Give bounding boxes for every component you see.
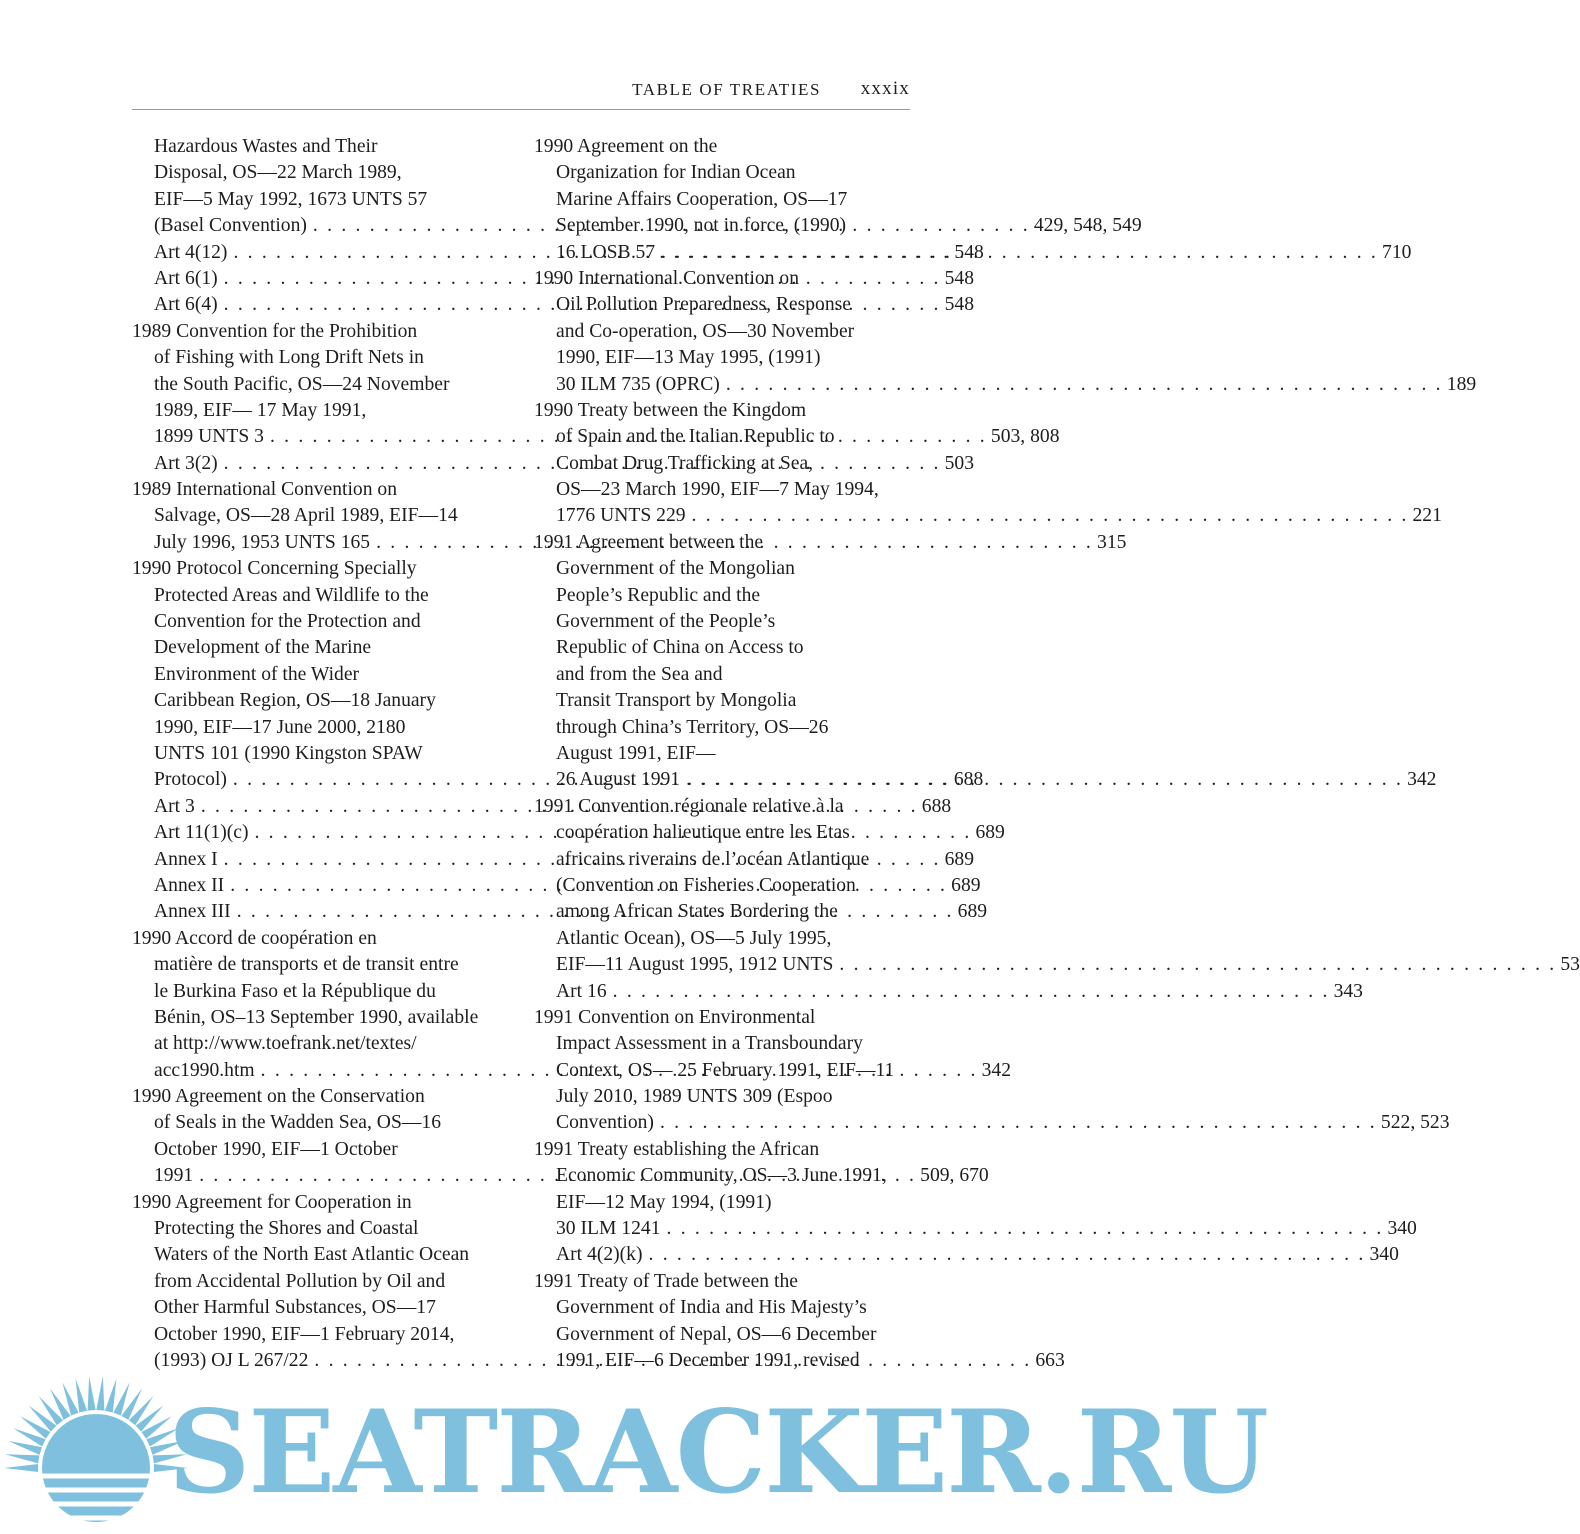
entry-line: [534, 688, 910, 714]
page-reference: 53: [1560, 954, 1580, 976]
entry-line: [132, 503, 508, 529]
entry-line: [534, 187, 910, 213]
entry-text: Development of the Marine: [154, 637, 372, 659]
entry-text: Marine Affairs Cooperation, OS—17: [556, 188, 848, 210]
entry-text: August 1991, EIF—: [556, 742, 716, 764]
entry-text: of Fishing with Long Drift Nets in: [154, 347, 424, 369]
entry-line: [534, 345, 910, 371]
page-reference: 503, 808: [990, 426, 1060, 448]
entry-line: [534, 424, 910, 450]
sun-ray: [76, 1378, 88, 1412]
dot-leader: [607, 979, 1330, 1005]
page-reference: 315: [1097, 531, 1127, 553]
entry-text: (Basel Convention): [154, 215, 307, 237]
entry-line: [534, 979, 1363, 1005]
dot-leader: [686, 503, 1409, 529]
entry-text: 1990 Accord de coopération en: [132, 927, 377, 949]
entry-text: Protocol): [154, 769, 227, 791]
page-reference: 340: [1369, 1244, 1399, 1266]
entry-line: [534, 873, 910, 899]
entry-text: 1899 UNTS 3: [154, 426, 264, 448]
entry-text: and from the Sea and: [556, 663, 723, 685]
entry-text: from Accidental Pollution by Oil and: [154, 1270, 446, 1292]
entry-line: [534, 1295, 910, 1321]
entry-line: [534, 556, 910, 582]
entry-text: 30 ILM 735 (OPRC): [556, 373, 720, 395]
sun-ray: [105, 1378, 117, 1412]
entry-line: [534, 635, 910, 661]
entry-text: Annex II: [154, 874, 225, 896]
entry-line: [534, 847, 910, 873]
entry-text: 1990 Agreement for Cooperation in: [132, 1191, 412, 1213]
entry-text: and Co-operation, OS—30 November: [556, 320, 855, 342]
entry-line: [132, 688, 508, 714]
entry-line: [534, 583, 910, 609]
entry-text: 26 August 1991: [556, 769, 681, 791]
page-reference: 548: [944, 267, 975, 289]
entry-text: Art 4(12): [154, 241, 228, 263]
entry-line: [132, 1322, 508, 1348]
page-reference: 429, 548, 549: [1033, 215, 1142, 237]
dot-leader: [720, 372, 1443, 398]
entry-line: [534, 451, 910, 477]
entry-line: [534, 715, 910, 741]
entry-text: 1990 Protocol Concerning Specially: [132, 558, 417, 580]
entry-line: [132, 345, 508, 371]
entry-text: 1990 Agreement on the Conservation: [132, 1086, 425, 1108]
entry-text: Disposal, OS—22 March 1989,: [154, 162, 402, 184]
entry-line: [534, 503, 1442, 529]
entry-text: 1989, EIF— 17 May 1991,: [154, 399, 367, 421]
entry-line: [132, 609, 508, 635]
entry-line: [534, 292, 910, 318]
sun-ray: [4, 1464, 38, 1472]
entry-text: of Seals in the Wadden Sea, OS—16: [154, 1112, 442, 1134]
entry-line: [132, 372, 508, 398]
page-reference: 340: [1387, 1218, 1417, 1240]
sun-ray: [29, 1405, 57, 1431]
page-reference: 689: [951, 874, 981, 896]
entry-text: Protected Areas and Wildlife to the: [154, 584, 429, 606]
entry-line: [534, 1216, 1417, 1242]
dot-leader: [643, 1242, 1366, 1268]
entry-text: Environment of the Wider: [154, 663, 360, 685]
entry-line: [132, 635, 508, 661]
entry-line: [534, 926, 910, 952]
entry-text: among African States Bordering the: [556, 901, 838, 923]
entry-text: Transit Transport by Mongolia: [556, 690, 797, 712]
entry-line: [132, 1137, 508, 1163]
page-reference: 689: [944, 848, 975, 870]
entry-text: Economic Community, OS—3 June 1991,: [556, 1165, 887, 1187]
page-reference: 221: [1412, 505, 1442, 527]
dot-leader: [833, 952, 1556, 978]
entry-text: Atlantic Ocean), OS—5 July 1995,: [556, 927, 832, 949]
entry-text: Combat Drug Trafficking at Sea,: [556, 452, 814, 474]
entry-line: [534, 1322, 910, 1348]
entry-line: [132, 1269, 508, 1295]
entry-text: Art 16: [556, 980, 607, 1002]
entry-text: EIF—5 May 1992, 1673 UNTS 57: [154, 188, 428, 210]
entry-text: Hazardous Wastes and Their: [154, 136, 378, 157]
entry-text: OS—23 March 1990, EIF—7 May 1994,: [556, 479, 879, 501]
entry-line: [534, 477, 910, 503]
entry-text: 1990 Treaty between the Kingdom: [534, 399, 807, 421]
entry-line: [534, 1242, 1399, 1268]
entry-text: 1776 UNTS 229: [556, 505, 686, 527]
entry-heading-line: [132, 319, 508, 345]
entry-text: October 1990, EIF—1 February 2014,: [154, 1323, 455, 1345]
page-reference: 688: [953, 769, 984, 791]
entry-line: [534, 1110, 1450, 1136]
entry-heading-line: [132, 1190, 508, 1216]
entry-text: 1991 Convention régionale relative à la: [534, 795, 844, 817]
entry-heading-line: [534, 398, 910, 424]
entry-line: [132, 741, 508, 767]
entry-text: Art 11(1)(c): [154, 822, 249, 844]
entry-text: Annex I: [154, 848, 218, 870]
dot-leader: [680, 767, 1403, 793]
entry-text: at http://www.toefrank.net/textes/: [154, 1033, 417, 1055]
entry-line: [534, 1190, 910, 1216]
entry-text: EIF—12 May 1994, (1991): [556, 1191, 772, 1213]
entry-text: africains riverains de l’océan Atlantique: [556, 848, 870, 870]
entry-line: [132, 1216, 508, 1242]
entry-heading-line: [132, 926, 508, 952]
entry-text: People’s Republic and the: [556, 584, 761, 606]
page-reference: 503: [944, 452, 975, 474]
entry-text: 30 ILM 1241: [556, 1218, 661, 1240]
entry-heading-line: [534, 794, 910, 820]
entry-text: 1991: [154, 1165, 194, 1187]
page-reference: 189: [1446, 373, 1477, 395]
entry-text: Waters of the North East Atlantic Ocean: [154, 1244, 470, 1266]
entry-line: [534, 372, 1477, 398]
entry-text: 1990 International Convention on: [534, 267, 800, 289]
entry-text: Salvage, OS—28 April 1989, EIF—14: [154, 505, 458, 527]
page-reference: 342: [981, 1059, 1012, 1081]
entry-line: [534, 899, 910, 925]
entry-text: UNTS 101 (1990 Kingston SPAW: [154, 742, 423, 764]
sun-ray: [96, 1376, 104, 1410]
entry-text: Impact Assessment in a Transboundary: [556, 1033, 863, 1055]
page-reference: 548: [944, 294, 975, 316]
entry-line: [534, 319, 910, 345]
page-reference: 342: [1407, 769, 1437, 791]
entry-text: through China’s Territory, OS—26: [556, 716, 829, 738]
entry-text: 1991 Treaty of Trade between the: [534, 1270, 798, 1292]
entry-heading-line: [534, 266, 910, 292]
page-reference: 663: [1035, 1349, 1065, 1371]
entry-text: Convention for the Protection and: [154, 611, 421, 633]
page-reference: 689: [975, 822, 1005, 844]
entry-text: acc1990.htm: [154, 1059, 255, 1081]
entry-line: [132, 187, 508, 213]
sun-ray: [88, 1376, 96, 1410]
entry-text: Caribbean Region, OS—18 January: [154, 690, 436, 712]
page-reference: 689: [957, 901, 988, 923]
entry-heading-line: [534, 134, 910, 160]
entry-line: [534, 1084, 910, 1110]
entry-line: [132, 1110, 508, 1136]
entry-text: Art 3: [154, 795, 195, 817]
entry-line: [132, 1005, 508, 1031]
entry-text: July 1996, 1953 UNTS 165: [154, 531, 371, 553]
entry-text: Other Harmful Substances, OS—17: [154, 1297, 436, 1319]
entry-text: 1989 Convention for the Prohibition: [132, 320, 418, 342]
entry-line: [132, 1031, 508, 1057]
entry-line: [132, 134, 508, 160]
entry-text: (1993) OJ L 267/22: [154, 1349, 309, 1371]
entry-line: [132, 583, 508, 609]
entry-text: 16 LOSB 57: [556, 241, 656, 263]
entry-line: [132, 979, 508, 1005]
entry-text: Art 4(2)(k): [556, 1244, 643, 1266]
entry-line: [534, 1058, 910, 1084]
entry-text: coopération halieutique entre les Etas: [556, 822, 850, 844]
entry-heading-line: [534, 1005, 910, 1031]
page-reference: 710: [1382, 241, 1412, 263]
entry-text: Government of Nepal, OS—6 December: [556, 1323, 877, 1345]
entry-text: Government of India and His Majesty’s: [556, 1297, 867, 1319]
entry-text: October 1990, EIF—1 October: [154, 1138, 398, 1160]
dot-leader: [661, 1216, 1384, 1242]
entry-text: Bénin, OS–13 September 1990, available: [154, 1006, 479, 1028]
entry-line: [534, 741, 910, 767]
entry-line: [534, 952, 1580, 978]
entry-text: the South Pacific, OS—24 November: [154, 373, 450, 395]
entry-line: [534, 160, 910, 186]
entry-text: Protecting the Shores and Coastal: [154, 1218, 419, 1240]
page-reference: 548: [954, 241, 984, 263]
entry-text: matière de transports et de transit entre: [154, 954, 459, 976]
dot-leader: [655, 240, 1378, 266]
entry-heading-line: [534, 1269, 910, 1295]
entry-line: [534, 1348, 910, 1374]
running-title: TABLE OF TREATIES: [632, 80, 821, 99]
entry-text: Art 6(1): [154, 267, 218, 289]
entry-line: [132, 1242, 508, 1268]
entry-text: 1991 Agreement between the: [534, 531, 764, 553]
entry-text: 1990 Agreement on the: [534, 136, 718, 157]
entry-line: [534, 213, 910, 239]
entry-text: 1991 Convention on Environmental: [534, 1006, 816, 1028]
entry-text: July 2010, 1989 UNTS 309 (Espoo: [556, 1086, 833, 1108]
entry-text: 1990, EIF—13 May 1995, (1991): [556, 347, 821, 369]
entry-line: [132, 662, 508, 688]
entry-line: [534, 662, 910, 688]
page-number: xxxix: [860, 78, 910, 99]
entry-text: 1989 International Convention on: [132, 479, 398, 501]
entry-line: [132, 398, 508, 424]
entry-text: Government of the Mongolian: [556, 558, 795, 580]
entry-heading-line: [132, 1084, 508, 1110]
page-reference: 343: [1333, 980, 1363, 1002]
entry-text: Organization for Indian Ocean: [556, 162, 796, 184]
sun-ray: [136, 1405, 164, 1431]
entry-line: [132, 715, 508, 741]
entry-heading-line: [132, 556, 508, 582]
entry-line: [132, 952, 508, 978]
page-reference: 522, 523: [1380, 1112, 1450, 1134]
entry-text: 1990, EIF—17 June 2000, 2180: [154, 716, 406, 738]
entry-text: Republic of China on Access to: [556, 637, 804, 659]
entry-line: [132, 160, 508, 186]
entry-line: [534, 1031, 910, 1057]
sun-ray: [5, 1454, 39, 1463]
running-header: [132, 77, 910, 110]
entry-text: Oil Pollution Preparedness, Response: [556, 294, 851, 316]
entry-heading-line: [534, 1137, 910, 1163]
entry-text: Art 3(2): [154, 452, 218, 474]
entry-text: EIF—11 August 1995, 1912 UNTS: [556, 954, 834, 976]
entry-text: September 1990, not in force, (1990): [556, 215, 847, 237]
entry-text: le Burkina Faso et la République du: [154, 980, 436, 1002]
entry-heading-line: [534, 530, 910, 556]
entry-line: [534, 820, 910, 846]
entry-text: 1991, EIF—6 December 1991, revised: [556, 1349, 860, 1371]
entry-text: Context, OS— 25 February 1991, EIF—11: [556, 1059, 895, 1081]
entry-heading-line: [132, 477, 508, 503]
entry-text: Annex III: [154, 901, 231, 923]
entry-line: [534, 1163, 910, 1189]
entry-line: [132, 1295, 508, 1321]
entry-text: 1991 Treaty establishing the African: [534, 1138, 820, 1160]
entry-line: [534, 609, 910, 635]
dot-leader: [654, 1110, 1377, 1136]
entry-text: Art 6(4): [154, 294, 218, 316]
entry-text: Convention): [556, 1112, 654, 1134]
entry-text: of Spain and the Italian Republic to: [556, 426, 835, 448]
page-reference: 509, 670: [920, 1165, 989, 1187]
watermark-text: SEATRACKER.RU: [168, 1385, 1267, 1519]
entry-text: (Convention on Fisheries Cooperation: [556, 874, 856, 896]
page-reference: 688: [921, 795, 952, 817]
entry-text: Government of the People’s: [556, 611, 776, 633]
